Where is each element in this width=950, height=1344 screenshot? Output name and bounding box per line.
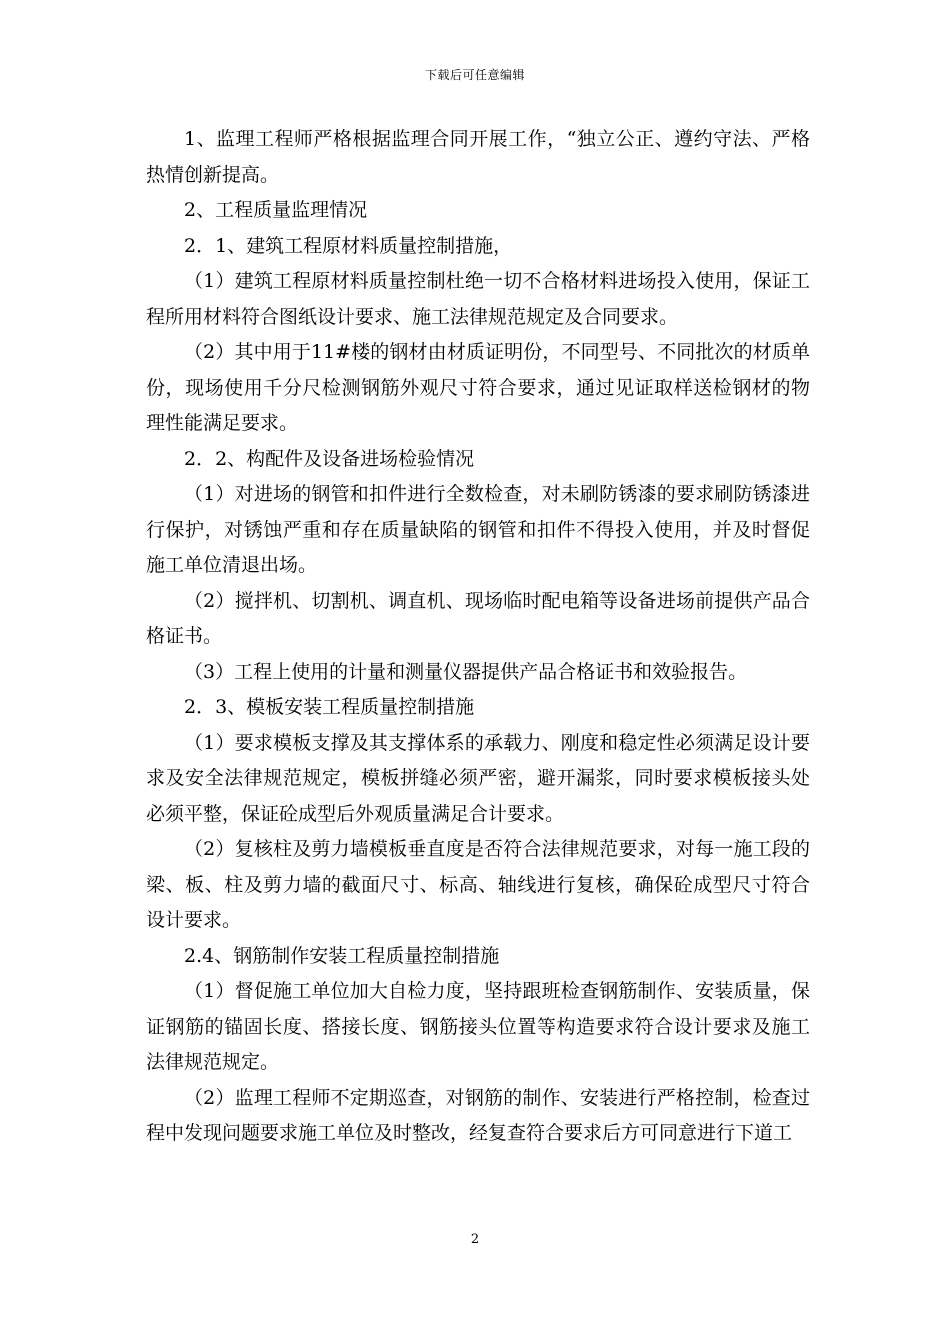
paragraph-principle: 1、监理工程师严格根据监理合同开展工作，“独立公正、遵约守法、严格热情创新提高。 bbox=[146, 128, 810, 186]
paragraph-2-2-1: （1）对进场的钢管和扣件进行全数检查，对未刷防锈漆的要求刷防锈漆进行保护，对锈蚀严重和存在质量缺陷的钢管和扣件不得投入使用，并及时督促施工单位清退出场。 bbox=[146, 483, 810, 576]
paragraph-2-3-2: （2）复核柱及剪力墙模板垂直度是否符合法律规范要求，对每一施工段的梁、板、柱及剪力墙的截面尺寸、标高、轴线进行复核，确保砼成型尺寸符合设计要求。 bbox=[146, 838, 810, 931]
document-body bbox=[146, 122, 810, 1152]
paragraph-2-1-2: （2）其中用于11#楼的钢材由材质证明份，不同型号、不同批次的材质单份，现场使用千分尺检测钢筋外观尺寸符合要求，通过见证取样送检钢材的物理性能满足要求。 bbox=[146, 341, 810, 434]
paragraph-2-2-2: （2）搅拌机、切割机、调直机、现场临时配电箱等设备进场前提供产品合格证书。 bbox=[146, 589, 810, 647]
page-header: 下载后可任意编辑 bbox=[424, 68, 525, 82]
paragraph-2-3-1: （1）要求模板支撑及其支撑体系的承载力、刚度和稳定性必须满足设计要求及安全法律规范规定，模板拼缝必须严密，避开漏浆，同时要求模板接头处必须平整，保证砼成型后外观质量满足合计要求。 bbox=[146, 731, 810, 825]
heading-2-3: 2．3、模板安装工程质量控制措施 bbox=[184, 696, 475, 718]
paragraph-2-1-1: （1）建筑工程原材料质量控制杜绝一切不合格材料进场投入使用，保证工程所用材料符合图纸设计要求、施工法律规范规定及合同要求。 bbox=[146, 270, 810, 328]
paragraph-2-4-2: （2）监理工程师不定期巡查，对钢筋的制作、安装进行严格控制，检查过程中发现问题要求施工单位及时整改，经复查符合要求后方可同意进行下道工 bbox=[146, 1086, 810, 1144]
heading-2-1: 2．1、建筑工程原材料质量控制措施， bbox=[184, 234, 513, 257]
page-number: 2 bbox=[470, 1232, 480, 1247]
heading-2-4: 2.4、钢筋制作安装工程质量控制措施 bbox=[184, 944, 500, 967]
heading-2-2: 2．2、构配件及设备进场检验情况 bbox=[184, 447, 475, 470]
paragraph-2-2-3: （3）工程上使用的计量和测量仪器提供产品合格证书和效验报告。 bbox=[184, 660, 748, 683]
paragraph-2-4-1: （1）督促施工单位加大自检力度，坚持跟班检查钢筋制作、安装质量，保证钢筋的锚固长度、搭接长度、钢筋接头位置等构造要求符合设计要求及施工法律规范规定。 bbox=[146, 980, 810, 1073]
heading-quality-supervision: 2、工程质量监理情况 bbox=[184, 199, 368, 221]
